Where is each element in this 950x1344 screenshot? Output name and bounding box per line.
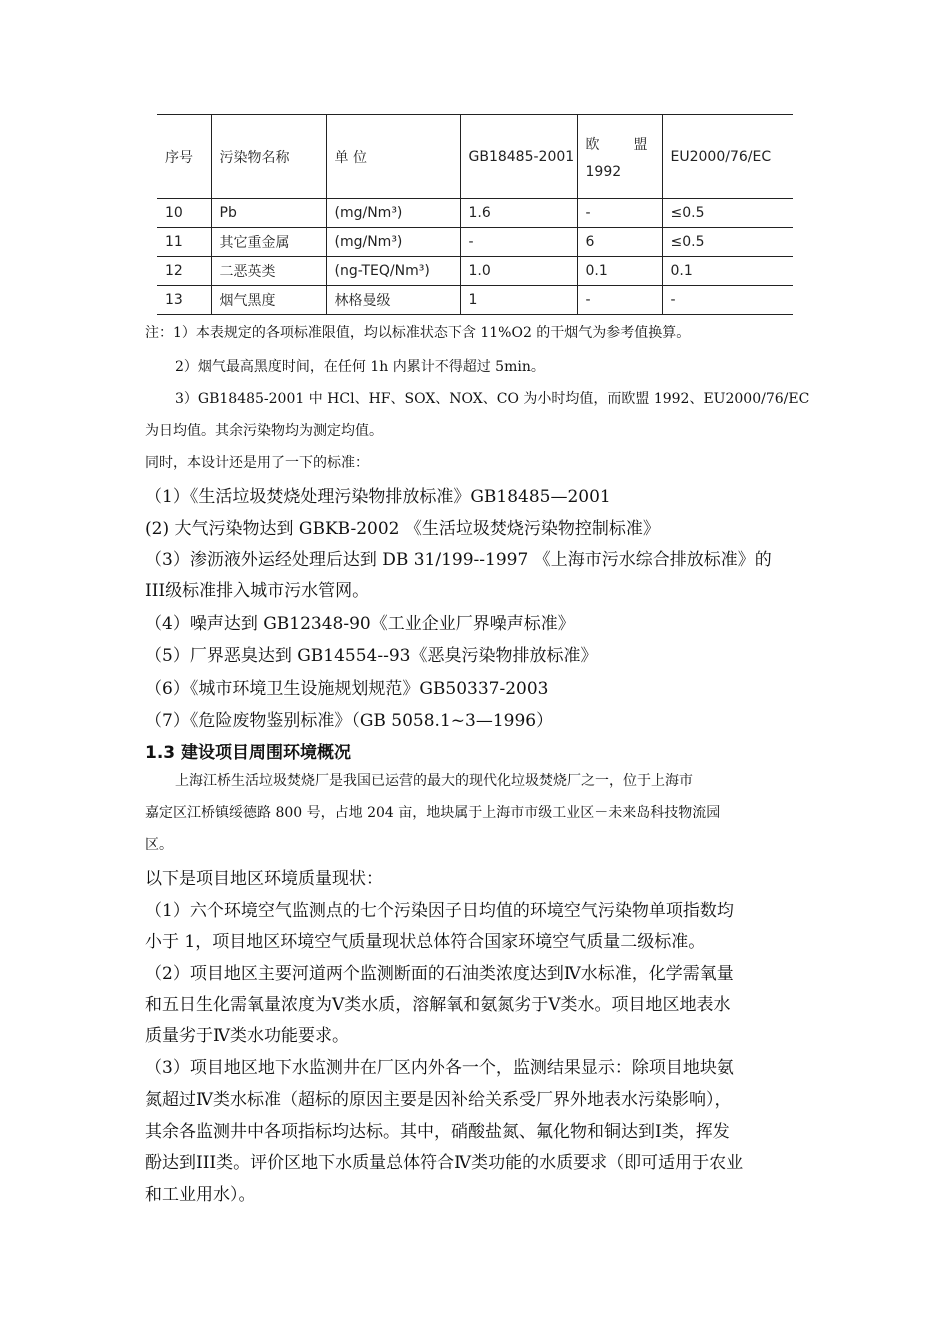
table-row [157,228,793,257]
quality-line: （1）六个环境空气监测点的七个污染因子日均值的环境空气污染物单项指数均 [145,901,734,921]
table-cell: 林格曼级 [326,286,460,315]
table-cell: (mg/Nm³) [326,228,460,257]
table-cell: 1.6 [460,199,577,228]
intro-line: 区。 [145,837,173,853]
table-cell: ≤0.5 [662,228,793,257]
section-title: 1.3 建设项目周围环境概况 [145,743,352,763]
table-note-3-cont: 为日均值。其余污染物均为测定均值。 [145,423,383,439]
standards-intro: 同时，本设计还是用了一下的标准： [145,455,369,471]
table-cell: - [460,228,577,257]
table-row [157,286,793,315]
table-note-3: 3）GB18485-2001 中 HCl、HF、SOX、NOX、CO 为小时均值，而欧盟 1992、EU2000/76/EC [175,391,810,407]
header-index: 序号 [157,115,211,199]
intro-line: 上海江桥生活垃圾焚烧厂是我国已运营的最大的现代化垃圾焚烧厂之一，位于上海市 [175,773,693,789]
quality-line: 其余各监测井中各项指标均达标。其中，硝酸盐氮、氟化物和铜达到Ⅰ类，挥发 [145,1122,730,1142]
header-gb18485: GB18485-2001 [460,115,577,199]
table-cell: 0.1 [662,257,793,286]
quality-intro: 以下是项目地区环境质量现状： [145,869,383,889]
intro-line: 嘉定区江桥镇绥德路 800 号，占地 204 亩，地块属于上海市市级工业区－未来岛科技物流园 [145,805,721,821]
table-cell: 6 [577,228,662,257]
standard-item: （7）《危险废物鉴别标准》（GB 5058.1~3—1996） [145,711,554,731]
standard-item: (2) 大气污染物达到 GBKB-2002 《生活垃圾焚烧污染物控制标准》 [145,519,660,539]
table-cell: - [662,286,793,315]
table-cell: - [577,199,662,228]
table-row [157,257,793,286]
header-eu2000: EU2000/76/EC [662,115,793,199]
table-header-row [157,115,793,199]
header-eu-1992 [577,115,662,199]
quality-line: 氮超过Ⅳ类水标准（超标的原因主要是因补给关系受厂界外地表水污染影响）， [145,1090,732,1110]
quality-line: 酚达到III类。评价区地下水质量总体符合Ⅳ类功能的水质要求（即可适用于农业 [145,1153,744,1173]
standard-item-cont: III级标准排入城市污水管网。 [145,581,370,601]
table-cell: 1 [460,286,577,315]
quality-line: （2）项目地区主要河道两个监测断面的石油类浓度达到Ⅳ水标准，化学需氧量 [145,964,734,984]
table-cell: 其它重金属 [211,228,326,257]
header-eu-1992-part2: 盟 [633,136,648,153]
table-cell: (mg/Nm³) [326,199,460,228]
table-note-2: 2）烟气最高黑度时间，在任何 1h 内累计不得超过 5min。 [175,359,545,375]
pollutant-limits-table [157,114,793,315]
table-cell: 二恶英类 [211,257,326,286]
table-cell: 12 [157,257,211,286]
table-cell: (ng-TEQ/Nm³) [326,257,460,286]
table-cell: Pb [211,199,326,228]
table-row [157,199,793,228]
table-cell: 10 [157,199,211,228]
standard-item: （1）《生活垃圾焚烧处理污染物排放标准》GB18485—2001 [145,487,611,507]
table-cell: 烟气黑度 [211,286,326,315]
table-cell: 1.0 [460,257,577,286]
standard-item: （4）噪声达到 GB12348-90《工业企业厂界噪声标准》 [145,614,575,634]
quality-line: 和工业用水）。 [145,1185,256,1205]
header-pollutant-name: 污染物名称 [211,115,326,199]
quality-line: （3）项目地区地下水监测井在厂区内外各一个，监测结果显示：除项目地块氨 [145,1058,734,1078]
table-cell: - [577,286,662,315]
header-eu-1992-part1: 欧 [585,136,600,153]
standard-item: （5）厂界恶臭达到 GB14554--93《恶臭污染物排放标准》 [145,646,598,666]
header-eu-1992-year: 1992 [585,163,622,180]
quality-line: 小于 1，项目地区环境空气质量现状总体符合国家环境空气质量二级标准。 [145,932,706,952]
table-note-1: 注：1）本表规定的各项标准限值，均以标准状态下含 11%O2 的干烟气为参考值换算。 [145,325,691,341]
table-cell: 13 [157,286,211,315]
standard-item: （3）渗沥液外运经处理后达到 DB 31/199--1997 《上海市污水综合排放标准》的 [145,550,772,570]
table-cell: 0.1 [577,257,662,286]
header-unit: 单 位 [326,115,460,199]
quality-line: 质量劣于Ⅳ类水功能要求。 [145,1026,349,1046]
standard-item: （6）《城市环境卫生设施规划规范》GB50337-2003 [145,679,549,699]
quality-line: 和五日生化需氧量浓度为Ⅴ类水质，溶解氧和氨氮劣于Ⅴ类水。项目地区地表水 [145,995,731,1015]
table-cell: ≤0.5 [662,199,793,228]
table-cell: 11 [157,228,211,257]
